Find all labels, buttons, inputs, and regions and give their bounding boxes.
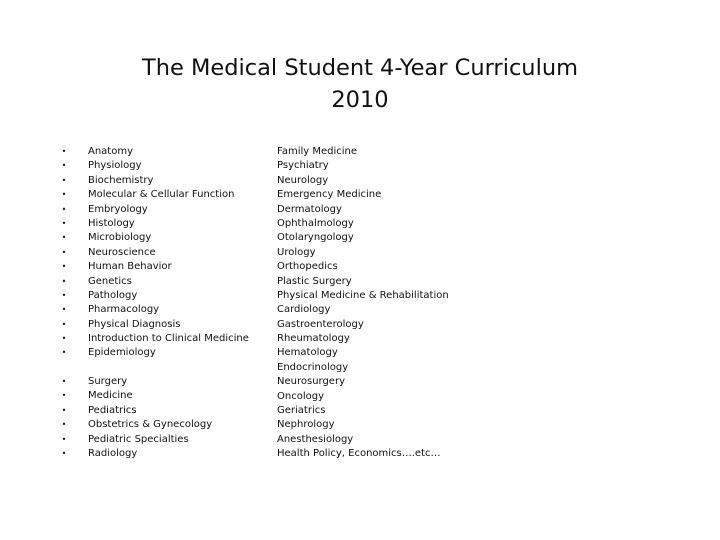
list-item-label: Surgery bbox=[88, 376, 128, 387]
list-item-label: Gastroenterology bbox=[277, 318, 364, 330]
list-item bbox=[277, 361, 449, 375]
list-item bbox=[277, 188, 449, 202]
list-item bbox=[61, 418, 212, 432]
list-item bbox=[61, 275, 249, 289]
list-item bbox=[277, 217, 449, 231]
list-item bbox=[277, 275, 449, 289]
list-item-label: Embryology bbox=[88, 203, 148, 215]
list-item bbox=[277, 375, 449, 389]
list-item bbox=[277, 433, 449, 447]
list-item-label: Pharmacology bbox=[88, 304, 160, 316]
list-item bbox=[61, 231, 249, 245]
specialties-list bbox=[277, 145, 449, 462]
list-item-label: Medicine bbox=[88, 390, 133, 402]
list-item bbox=[61, 174, 249, 188]
list-item-label: Physiology bbox=[88, 160, 142, 172]
list-item-label: Genetics bbox=[88, 275, 132, 287]
list-item bbox=[277, 303, 449, 317]
list-item-label: Obstetrics & Gynecology bbox=[88, 419, 213, 431]
list-item-label: Molecular & Cellular Function bbox=[88, 189, 235, 201]
bullet-icon: • bbox=[61, 204, 67, 214]
list-item bbox=[61, 217, 249, 231]
list-item-label: Introduction to Clinical Medicine bbox=[88, 333, 249, 345]
list-item-label: Physical Medicine & Rehabilitation bbox=[277, 289, 449, 301]
list-item bbox=[277, 318, 449, 332]
basic-sciences-list bbox=[61, 145, 249, 361]
list-item bbox=[61, 246, 249, 260]
bullet-icon: • bbox=[61, 319, 67, 329]
list-item-label: Epidemiology bbox=[88, 347, 156, 359]
list-item bbox=[277, 260, 449, 274]
bullet-icon: • bbox=[61, 218, 67, 228]
list-item-label: Orthopedics bbox=[277, 261, 338, 273]
list-item bbox=[61, 375, 212, 389]
list-item-label: Rheumatology bbox=[277, 333, 350, 345]
list-item bbox=[277, 447, 449, 461]
list-item bbox=[61, 203, 249, 217]
list-item bbox=[61, 447, 212, 461]
list-item-label: Physical Diagnosis bbox=[88, 318, 181, 330]
list-item bbox=[277, 289, 449, 303]
bullet-icon: • bbox=[61, 334, 67, 344]
list-item bbox=[61, 188, 249, 202]
list-item-label: Pathology bbox=[88, 289, 138, 301]
list-item-label: Ophthalmology bbox=[277, 217, 354, 229]
list-item bbox=[61, 389, 212, 403]
list-item-label: Cardiology bbox=[277, 304, 331, 316]
bullet-icon: • bbox=[61, 448, 67, 458]
bullet-icon: • bbox=[61, 377, 67, 386]
list-item bbox=[61, 433, 212, 447]
list-item bbox=[277, 231, 449, 245]
bullet-icon: • bbox=[61, 420, 67, 430]
list-item-label: Family Medicine bbox=[277, 146, 358, 157]
list-item-label: Otolaryngology bbox=[277, 232, 354, 244]
slide-title bbox=[0, 52, 720, 116]
bullet-icon: • bbox=[61, 262, 67, 272]
list-item-label: Geriatrics bbox=[277, 405, 326, 417]
list-item-label: Microbiology bbox=[88, 232, 152, 244]
list-item-label: Histology bbox=[88, 217, 135, 229]
list-item-label: Neuroscience bbox=[88, 246, 156, 258]
list-item-label: Endocrinology bbox=[277, 361, 349, 373]
list-item-label: Oncology bbox=[277, 390, 324, 402]
bullet-icon: • bbox=[61, 290, 67, 300]
list-item bbox=[277, 404, 449, 418]
list-item bbox=[61, 404, 212, 418]
list-item bbox=[61, 260, 249, 274]
list-item bbox=[277, 203, 449, 217]
list-item-label: Dermatology bbox=[277, 203, 342, 215]
list-item bbox=[61, 303, 249, 317]
list-item-label: Neurology bbox=[277, 174, 329, 186]
list-item-label: Neurosurgery bbox=[277, 376, 345, 388]
list-item-label: Emergency Medicine bbox=[277, 189, 382, 201]
list-item-label: Health Policy, Economics….etc… bbox=[277, 448, 441, 460]
list-item bbox=[61, 318, 249, 332]
list-item-label: Hematology bbox=[277, 347, 338, 359]
list-item bbox=[61, 332, 249, 346]
bullet-icon: • bbox=[61, 434, 67, 444]
list-item bbox=[61, 289, 249, 303]
core-clerkships-list bbox=[61, 375, 212, 461]
list-item-label: Anatomy bbox=[88, 146, 134, 157]
bullet-icon: • bbox=[61, 190, 67, 200]
list-item-label: Radiology bbox=[88, 447, 138, 459]
list-item bbox=[277, 390, 449, 404]
bullet-icon: • bbox=[61, 348, 67, 358]
list-item-label: Pediatrics bbox=[88, 404, 137, 416]
list-item bbox=[277, 174, 449, 188]
list-item-label: Pediatric Specialties bbox=[88, 433, 189, 445]
list-item-label: Psychiatry bbox=[277, 160, 329, 172]
list-item bbox=[277, 332, 449, 346]
bullet-icon: • bbox=[61, 147, 67, 156]
bullet-icon: • bbox=[61, 233, 67, 243]
list-item-label: Human Behavior bbox=[88, 261, 172, 273]
bullet-icon: • bbox=[61, 276, 67, 286]
list-item-label: Urology bbox=[277, 246, 316, 258]
list-item bbox=[61, 346, 249, 360]
bullet-icon: • bbox=[61, 405, 67, 415]
list-item-label: Anesthesiology bbox=[277, 433, 354, 445]
list-item bbox=[277, 145, 449, 159]
slide-title-line-2: 2010 bbox=[331, 87, 389, 113]
bullet-icon: • bbox=[61, 391, 67, 401]
list-item-label: Plastic Surgery bbox=[277, 275, 352, 287]
list-item-label: Biochemistry bbox=[88, 174, 154, 186]
list-item bbox=[61, 145, 249, 159]
list-item bbox=[277, 346, 449, 360]
list-item bbox=[61, 159, 249, 173]
list-item bbox=[277, 418, 449, 432]
bullet-icon: • bbox=[61, 161, 67, 171]
bullet-icon: • bbox=[61, 175, 67, 185]
bullet-icon: • bbox=[61, 305, 67, 315]
list-item bbox=[277, 159, 449, 173]
slide-title-line-1: The Medical Student 4-Year Curriculum bbox=[141, 55, 578, 81]
list-item-label: Nephrology bbox=[277, 419, 335, 431]
bullet-icon: • bbox=[61, 247, 67, 257]
list-item bbox=[277, 246, 449, 260]
